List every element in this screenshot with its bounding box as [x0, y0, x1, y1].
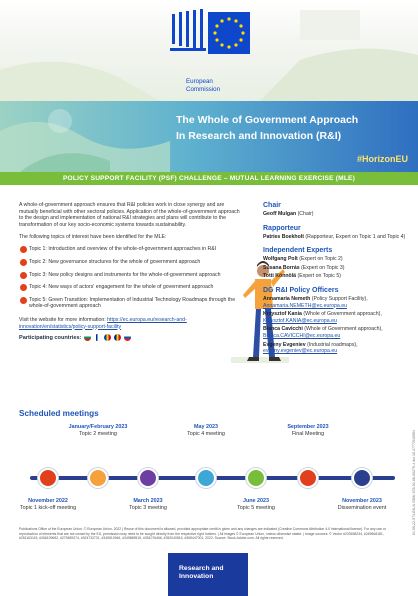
- topic-bullet-icon: [20, 259, 27, 266]
- meeting-date: January/February 2023: [68, 424, 128, 430]
- meeting-date: September 2023: [287, 424, 329, 430]
- flag-finland-icon: [94, 334, 101, 341]
- topic-text: Topic 4: New ways of actors' engagement for the whole of government approach: [29, 284, 214, 291]
- meeting-date: March 2023: [133, 498, 163, 504]
- meeting-icon-mar-2023: [138, 468, 158, 488]
- expert-role: (Expert on Topic 5): [296, 273, 341, 280]
- topic-text: Topic 2: New governance structures for the whole of government approach: [29, 258, 201, 265]
- meeting-jan-feb-2023: [58, 424, 138, 437]
- meeting-label: Topic 3 meeting: [129, 504, 167, 511]
- website-link[interactable]: https://ec.europa.eu/research-and-innovation/en/statistics/policy-support-facility: [19, 316, 187, 330]
- officer-role: (Whole of Government approach),: [301, 311, 382, 318]
- european-commission-logo: [168, 8, 254, 96]
- expert-entry: [263, 265, 413, 272]
- meeting-date: November 2023: [342, 498, 382, 504]
- officers-heading: DG R&I Policy Officers: [263, 286, 339, 294]
- topic-bullet-icon: [20, 284, 27, 291]
- meeting-label: Topic 2 meeting: [79, 430, 117, 437]
- expert-name: Wolfgang Polt: [263, 256, 298, 263]
- rapporteur-heading: Rapporteur: [263, 224, 301, 232]
- intro-paragraph: A whole-of-government approach ensures that R&I policies work in close synergy and are mutually beneficial with other sectoral policies. Application of the whole-of-government approach to the design and implementation of national R&I strategies and plans will contribute to the transformation of our key socio-economic systems towards sustainability.: [19, 202, 240, 228]
- officer-email-link[interactable]: Bianca.CAVICCHI@ec.europa.eu: [263, 332, 341, 339]
- meeting-may-2023: [166, 424, 246, 437]
- expert-role: (Expert on Topic 3): [299, 264, 345, 271]
- officer-name: Krzysztof Kania: [263, 311, 302, 318]
- officer-entry: [263, 296, 413, 309]
- topic-bullet-icon: [20, 246, 27, 253]
- ec-emblem-icon: [168, 8, 254, 60]
- meeting-icon-nov-2023: [352, 468, 372, 488]
- legal-notice: Publications Office of the European Union. © European Union, 2022 | Reuse of this document is allowed, provided appropriate credit is given and any changes are indicated (Creative Commons Attribution 4.0 International license). For any use or reproduction of elements that are not owned by the EU, permission may need to be sought directly from the respective right holders. | All images © European Union, unless otherwise stated. | Image sources: © Vector #233558234, #249668181, #251163115, #266109682, #279485374, #324733731, #345510946, #349869515, #351076466, #352040816, #365447001, 2022. Source: Stock.Adobe.com. All rights reserved.: [19, 527, 386, 541]
- meeting-label: Topic 4 meeting: [187, 430, 225, 437]
- meeting-sep-2023: [268, 424, 348, 437]
- ec-name: [186, 78, 220, 93]
- expert-name: Totti Könnölä: [263, 273, 297, 280]
- meeting-nov-2022: [8, 498, 88, 511]
- chair-heading: Chair: [263, 202, 281, 209]
- rapporteur-entry: [263, 234, 413, 241]
- scheduled-meetings-title: Scheduled meetings: [19, 409, 99, 418]
- officer-email-link[interactable]: evgeny.evgeniev@ec.europa.eu: [263, 348, 338, 355]
- meeting-nov-2023: [322, 498, 402, 511]
- topic-item: [19, 259, 241, 266]
- meeting-icon-sep-2023: [298, 468, 318, 488]
- meeting-date: November 2022: [28, 498, 68, 504]
- ri-logo-line2: Innovation: [179, 573, 214, 580]
- ec-name-line2: Commission: [186, 85, 221, 93]
- officer-entry: [263, 326, 413, 339]
- topic-text: Topic 1: Introduction and overview of the whole-of-government approaches in R&I: [29, 246, 217, 253]
- topic-item: [19, 297, 241, 310]
- expert-role: (Expert on Topic 2): [297, 256, 343, 263]
- header-banner: [0, 0, 418, 101]
- visit-prefix: Visit the website for more information:: [19, 316, 106, 323]
- topics-heading: The following topics of interest have been identified for the MLE:: [19, 234, 167, 241]
- meeting-date: May 2023: [194, 424, 218, 430]
- topic-item: [19, 246, 241, 253]
- hero-title-line1: The Whole of Government Approach: [176, 114, 359, 126]
- countries-label: Participating countries:: [19, 334, 82, 341]
- meeting-date: June 2023: [242, 498, 270, 504]
- rapporteur-name: Patries Boekholt: [263, 233, 304, 240]
- topic-bullet-icon: [20, 297, 27, 304]
- meeting-mar-2023: [108, 498, 188, 511]
- officer-entry: [263, 342, 413, 355]
- meeting-label: Topic 5 meeting: [237, 504, 275, 511]
- meeting-label: Final Meeting: [291, 430, 325, 437]
- meeting-icon-nov-2022: [38, 468, 58, 488]
- officer-entry: [263, 311, 413, 324]
- meeting-icon-may-2023: [196, 468, 216, 488]
- chair-name: Geoff Mulgan: [263, 211, 297, 217]
- expert-entry: [263, 273, 413, 280]
- topic-item: [19, 284, 241, 291]
- topic-text: Topic 5: Green Transition: Implementation of Industrial Technology Roadmaps through the whole-of-government approach: [29, 296, 236, 310]
- catalogue-code: KI-09-22-573-EN-N ISBN 978-92-68-00275-4 doi:10.2777/540954: [412, 430, 416, 535]
- participating-countries: [19, 334, 241, 341]
- flag-bulgaria-icon: [84, 334, 91, 341]
- psf-challenge-bar: POLICY SUPPORT FACILITY (PSF) CHALLENGE – MUTUAL LEARNING EXERCISE (MLE): [0, 172, 418, 185]
- topic-bullet-icon: [20, 272, 27, 279]
- ec-name-line1: European: [186, 78, 213, 85]
- visit-website: [19, 317, 241, 330]
- meeting-label: Dissemination event: [337, 504, 387, 511]
- ri-logo-line1: Research and: [179, 565, 224, 572]
- officer-role: (Industrial roadmaps),: [305, 341, 358, 348]
- flag-moldova-icon: [104, 334, 111, 341]
- hero-title-line2: In Research and Innovation (R&I): [176, 130, 342, 142]
- officer-name: Annamaria Nemeth: [263, 295, 311, 302]
- officer-role: (Whole of Government approach),: [302, 326, 383, 333]
- flag-slovenia-icon: [124, 334, 131, 341]
- right-column: [263, 202, 413, 355]
- officer-email-link[interactable]: Annamaria.NEMETH@ec.europa.eu: [263, 302, 347, 309]
- officer-role: (Policy Support Facility),: [310, 295, 368, 302]
- expert-entry: [263, 256, 413, 263]
- officer-name: Bianca Cavicchi: [263, 326, 303, 333]
- chair-entry: [263, 211, 413, 218]
- meeting-jun-2023: [216, 498, 296, 511]
- meeting-icon-jan-2023: [88, 468, 108, 488]
- hashtag: #HorizonEU: [356, 154, 408, 164]
- chair-role: (Chair): [296, 211, 314, 217]
- topic-item: [19, 272, 241, 279]
- experts-heading: Independent Experts: [263, 247, 333, 255]
- rapporteur-role: (Rapporteur, Expert on Topic 1 and Topic 4): [303, 233, 406, 240]
- officer-name: Evgeny Evgeniev: [263, 341, 306, 348]
- meeting-icon-jun-2023: [246, 468, 266, 488]
- officer-email-link[interactable]: Krzysztof.KANIA@ec.europa.eu: [263, 317, 337, 324]
- meeting-label: Topic 1 kick-off meeting: [19, 504, 77, 511]
- expert-name: Susana Borrás: [263, 264, 300, 271]
- topic-text: Topic 3: New policy designs and instruments for the whole-of-government approach: [29, 271, 221, 278]
- left-column: [19, 202, 241, 341]
- hero-band: [0, 101, 418, 172]
- research-and-innovation-logo: [168, 553, 248, 596]
- flag-romania-icon: [114, 334, 121, 341]
- hero-title: [176, 112, 411, 144]
